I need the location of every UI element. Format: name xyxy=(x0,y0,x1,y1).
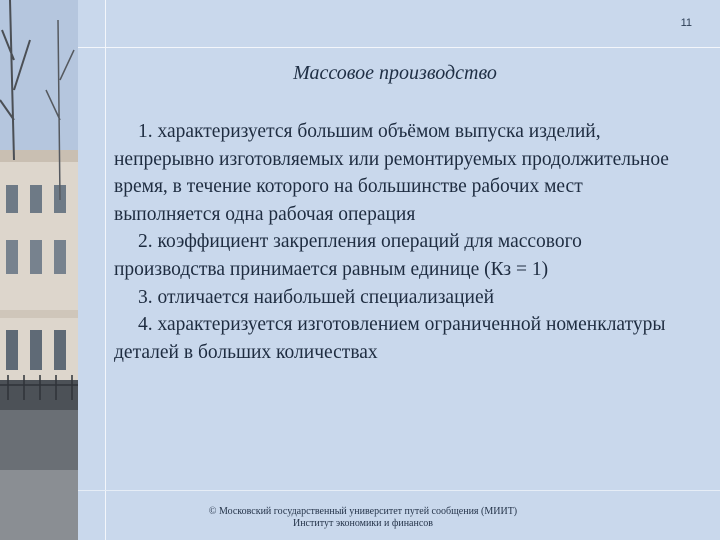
paragraph-1: 1. характеризуется большим объёмом выпуска изделий, непрерывно изготовляемых или ремонтируемых продолжительное время, в течение которого на большинстве рабочих мест выполняется одна рабочая операция xyxy=(114,121,669,225)
paragraph-3: 3. отличается наибольшей специализацией xyxy=(138,286,495,308)
paragraph-2: 2. коэффициент закрепления операций для массового производства принимается равным единице (Кз = 1) xyxy=(114,231,582,280)
footer-line-1: © Московский государственный университет путей сообщения (МИИТ) xyxy=(208,506,518,517)
footer xyxy=(78,506,648,530)
page-number: 11 xyxy=(680,17,692,29)
bottom-rule xyxy=(78,490,720,491)
footer-line-2: Институт экономики и финансов xyxy=(292,518,434,529)
top-rule xyxy=(78,47,720,48)
slide-title: Массовое производство xyxy=(293,62,497,84)
paragraph-4: 4. характеризуется изготовлением ограниченной номенклатуры деталей в больших количествах xyxy=(114,314,666,363)
slide-body xyxy=(114,118,686,366)
